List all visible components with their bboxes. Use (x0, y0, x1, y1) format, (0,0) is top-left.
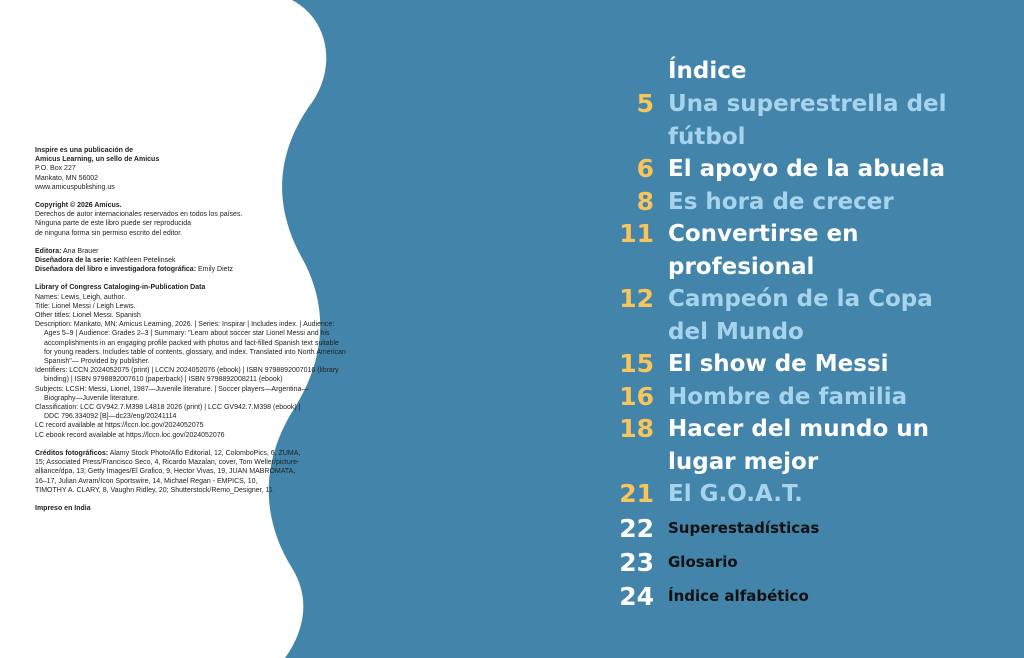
toc-page-number: 24 (619, 581, 654, 611)
toc-page-number: 6 (636, 154, 654, 183)
toc-entry-title: El apoyo de la abuela (668, 156, 946, 182)
series-designer-label: Diseñadora de la serie: (35, 257, 112, 265)
publisher-line-1: Inspire es una publicación de (35, 147, 134, 154)
toc-entry-title: Hacer del mundo un (668, 416, 930, 442)
toc-entry-title: profesional (668, 253, 815, 280)
toc-entries (610, 88, 1010, 613)
toc-entry[interactable] (610, 186, 1010, 219)
toc-title: Índice (668, 58, 747, 84)
photo-credits-line: 16–17, Julian Avram/Icon Sportswire, 14, Michael Regan - EMPICS, 10, (35, 477, 258, 485)
toc-entry-title: Una superestrella del (668, 91, 947, 117)
publisher-info (35, 146, 380, 192)
toc-entry-title: Hombre de familia (668, 383, 908, 410)
photo-credits-line: alliance/dpa, 13; Getty Images/El Grafico, 9, Hector Vivas, 19, JUAN MABROMATA, (35, 468, 296, 476)
cip-heading: Library of Congress Cataloging-in-Publication Data (35, 284, 206, 292)
toc-entry[interactable] (610, 381, 1010, 414)
toc-entry-title: del Mundo (668, 318, 804, 345)
toc-entry[interactable] (610, 348, 1010, 381)
toc-page-number: 8 (636, 186, 654, 216)
rights-line-3: de ninguna forma sin permiso escrito del editor. (35, 229, 183, 237)
publisher-line-2: Amicus Learning, un sello de Amicus (35, 156, 160, 164)
cip-line: Names: Lewis, Leigh, author. (35, 293, 126, 301)
cip-line: Other titles: Lionel Messi. Spanish (35, 312, 141, 320)
toc-page-number: 5 (636, 89, 654, 118)
toc-entry[interactable] (610, 581, 1010, 613)
toc-entry-title: Superestadísticas (668, 518, 820, 537)
editor-name: Ana Brauer (63, 247, 99, 255)
cip-line: Title: Lionel Messi / Leigh Lewis. (35, 302, 136, 310)
cip-line: Subjects: LCSH: Messi, Lionel, 1987—Juvenile literature. | Soccer players—Argentina— (35, 385, 309, 393)
series-designer-name: Kathleen Petelinsek (113, 257, 176, 265)
toc-entry-title: Es hora de crecer (668, 188, 894, 215)
toc-entry-title: El show de Messi (668, 351, 889, 377)
toc-page-number: 23 (619, 547, 654, 577)
copyright-page (35, 146, 380, 522)
staff-credits (35, 247, 380, 275)
cip-line: for young readers. Includes table of contents, glossary, and index. Translated into North American (44, 348, 346, 356)
toc-entry-title: Convertirse en (668, 221, 859, 247)
cip-line: Ages 5–9 | Audience: Grades 2–3 | Summary: "Learn about soccer star Lionel Messi and his (44, 330, 330, 338)
photo-credits-line-1 (35, 449, 380, 458)
table-of-contents (610, 55, 1010, 613)
cip-line: Identifiers: LCCN 2024052075 (print) | LCCN 2024052076 (ebook) | ISBN 9798892007016 (library (35, 367, 339, 375)
book-designer-name: Emily Dietz (198, 266, 234, 274)
toc-entry[interactable] (610, 547, 1010, 579)
photo-credits-line: 15; Associated Press/Francisco Seco, 4, Ricardo Mazalan, cover, Tom Weller/picture- (35, 459, 300, 467)
photo-credits-heading: Créditos fotográficos: (35, 449, 109, 457)
cip-line: LC ebook record available at https://lccn.loc.gov/2024052076 (35, 431, 225, 439)
toc-page-number: 11 (619, 219, 654, 248)
toc-entry-title: lugar mejor (668, 448, 819, 475)
photo-credits-text: Alamy Stock Photo/Aflo Editorial, 12, ColomboPics, 6, ZUMA, (109, 449, 301, 457)
toc-entry[interactable] (610, 218, 1010, 283)
toc-entry-title: El G.O.A.T. (668, 481, 803, 507)
toc-entry[interactable] (610, 513, 1010, 545)
cip-line: DDC 796.334092 [B]—dc23/eng/20241114 (44, 413, 177, 421)
cip-line: Spanish"— Provided by publisher. (44, 358, 150, 366)
toc-entry[interactable] (610, 413, 1010, 478)
toc-entry[interactable] (610, 283, 1010, 348)
publisher-website: www.amicuspublishing.us (35, 183, 115, 191)
series-designer-credit (35, 256, 380, 265)
toc-page-number: 18 (619, 414, 654, 443)
cip-line: Classification: LCC GV942.7.M398 L4818 2026 (print) | LCC GV942.7.M398 (ebook) | (35, 404, 301, 412)
toc-entry-title: Índice alfabético (668, 586, 809, 605)
printing-info (35, 504, 380, 513)
editor-label: Editora: (35, 247, 62, 255)
toc-page-number: 12 (619, 284, 654, 313)
copyright-notice (35, 201, 380, 238)
copyright-heading: Copyright © 2026 Amicus. (35, 202, 122, 210)
publisher-city: Mankato, MN 56002 (35, 174, 99, 182)
toc-entry[interactable] (610, 478, 1010, 511)
cip-line: Biography—Juvenile literature. (44, 394, 140, 402)
printed-in: Impreso en India (35, 504, 91, 512)
editor-credit (35, 247, 380, 256)
toc-page-number: 21 (619, 479, 654, 508)
rights-line-2: Ninguna parte de este libro puede ser reproducida (35, 220, 192, 228)
toc-page-number: 22 (619, 513, 654, 543)
cip-data (35, 283, 380, 439)
photo-credits-line: TIMOTHY A. CLARY, 8, Vaughn Ridley, 20; Shutterstock/Remo_Designer, 11 (35, 486, 273, 494)
book-designer-credit (35, 265, 380, 274)
rights-line-1: Derechos de autor internacionales reservados en todos los países. (35, 211, 243, 219)
toc-page-number: 16 (619, 381, 654, 411)
toc-entry-title: Glosario (668, 552, 738, 571)
photo-credits (35, 449, 380, 495)
toc-page-number: 15 (619, 349, 654, 378)
toc-entry-title: Campeón de la Copa (668, 286, 933, 312)
cip-line: Description: Mankato, MN: Amicus Learning, 2026. | Series: Inspirar | Includes index. | Audience: (35, 321, 335, 329)
book-designer-label: Diseñadora del libro e investigadora fotográfica: (35, 266, 197, 274)
cip-line: binding) | ISBN 9798892007610 (paperback) | ISBN 9798892008211 (ebook) (44, 376, 283, 384)
toc-entry-title: fútbol (668, 123, 746, 150)
cip-line: LC record available at https://lccn.loc.gov/2024052075 (35, 422, 204, 430)
toc-entry[interactable] (610, 88, 1010, 153)
toc-entry[interactable] (610, 153, 1010, 186)
publisher-address: P.O. Box 227 (35, 165, 76, 173)
cip-line: accomplishments in an engaging profile packed with photos and fact-filled Spanish text suitable (44, 339, 339, 347)
